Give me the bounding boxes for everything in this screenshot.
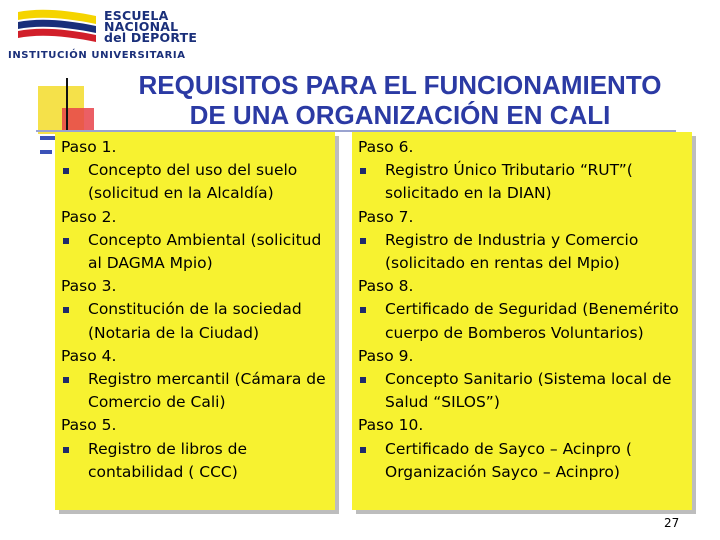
step-label: Paso 9. xyxy=(358,346,414,365)
list-item: Concepto Sanitario (Sistema local de Salud “SILOS”) xyxy=(358,368,688,414)
square-bullet-icon xyxy=(63,238,69,244)
title-line-2: DE UNA ORGANIZACIÓN EN CALI xyxy=(189,100,611,130)
list-item: Registro Único Tributario “RUT”( solicitado en la DIAN) xyxy=(358,159,688,205)
square-bullet-icon xyxy=(63,447,69,453)
square-bullet-icon xyxy=(360,168,366,174)
step-label: Paso 5. xyxy=(61,416,117,435)
step-label: Paso 10. xyxy=(358,416,424,435)
list-item: Certificado de Sayco – Acinpro ( Organización Sayco – Acinpro) xyxy=(358,438,688,484)
list-item: Registro mercantil (Cámara de Comercio de Cali) xyxy=(61,368,331,414)
logo-institution-text: INSTITUCIÓN UNIVERSITARIA xyxy=(8,50,186,61)
square-bullet-icon xyxy=(63,168,69,174)
list-item: Concepto del uso del suelo (solicitud en la Alcaldía) xyxy=(61,159,331,205)
logo-line-2: NACIONAL xyxy=(104,19,179,34)
logo-flag-stripes-icon xyxy=(18,8,96,42)
square-bullet-icon xyxy=(360,238,366,244)
list-item: Registro de libros de contabilidad ( CCC) xyxy=(61,438,331,484)
logo-line-1: ESCUELA xyxy=(104,8,169,23)
title-line-1: REQUISITOS PARA EL FUNCIONAMIENTO xyxy=(138,70,662,100)
square-bullet-icon xyxy=(360,377,366,383)
step-label: Paso 6. xyxy=(358,138,414,156)
list-item: Registro de Industria y Comercio (solicitado en rentas del Mpio) xyxy=(358,229,688,275)
square-bullet-icon xyxy=(63,377,69,383)
step-label: Paso 2. xyxy=(61,207,117,226)
step-label: Paso 3. xyxy=(61,277,117,296)
step-label: Paso 4. xyxy=(61,346,117,365)
deco-blue-bar-2 xyxy=(40,150,52,154)
logo-line-3: del DEPORTE xyxy=(104,30,198,45)
school-logo xyxy=(8,6,228,66)
list-item: Certificado de Seguridad (Benemérito cuerpo de Bomberos Voluntarios) xyxy=(358,298,688,344)
list-item: Concepto Ambiental (solicitud al DAGMA Mpio) xyxy=(61,229,331,275)
page-title xyxy=(90,70,710,130)
page-number: 27 xyxy=(664,516,680,530)
square-bullet-icon xyxy=(360,307,366,313)
logo-wordmark xyxy=(104,10,197,43)
square-bullet-icon xyxy=(63,307,69,313)
list-item: Constitución de la sociedad (Notaria de la Ciudad) xyxy=(61,298,331,344)
step-label: Paso 7. xyxy=(358,207,414,226)
square-bullet-icon xyxy=(360,447,366,453)
step-label: Paso 8. xyxy=(358,277,414,296)
left-steps-panel xyxy=(55,132,335,510)
step-label: Paso 1. xyxy=(61,138,117,156)
right-steps-panel xyxy=(352,132,692,510)
